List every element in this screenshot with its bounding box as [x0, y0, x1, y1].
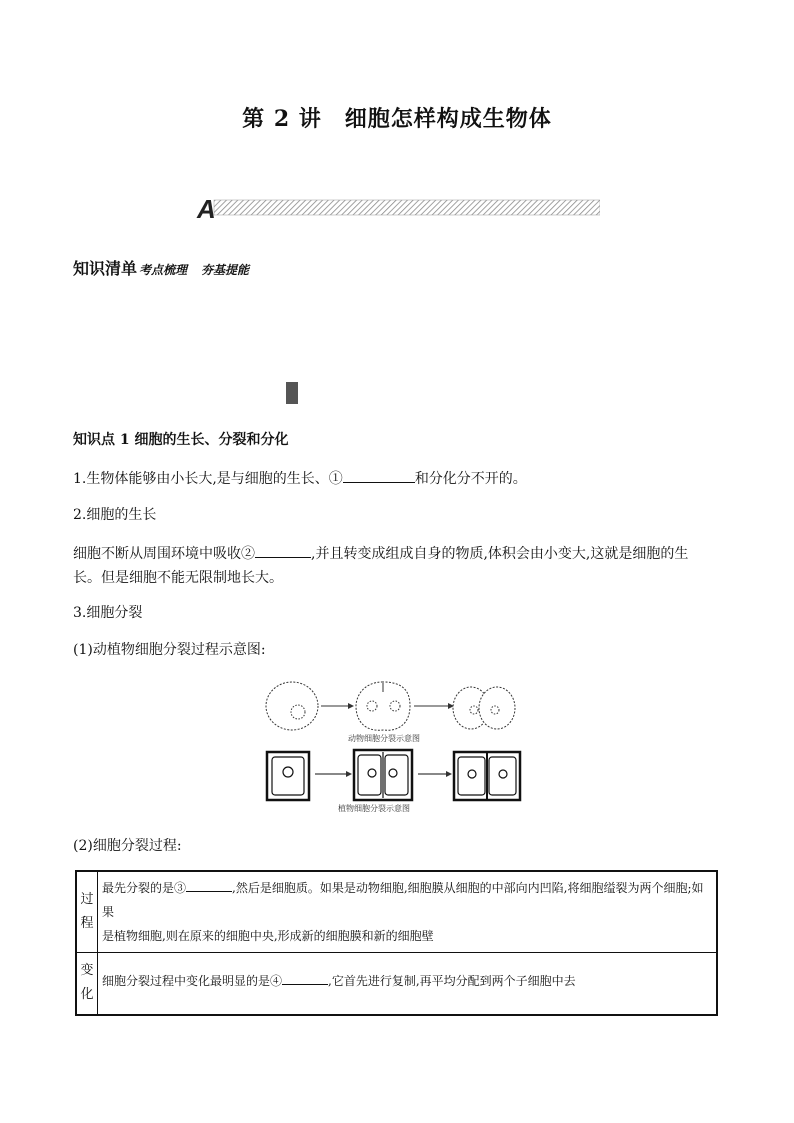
plant-cell-division [267, 750, 520, 800]
paragraph-2-line1 [73, 542, 733, 564]
plant-caption: 植物细胞分裂示意图 [338, 804, 410, 813]
section-heading-main: 知识清单 [73, 259, 138, 278]
paragraph-2-after: ,并且转变成组成自身的物质,体积会由小变大,这就是细胞的生 [311, 546, 689, 562]
paragraph-2-before: 细胞不断从周围环境中吸收② [73, 546, 255, 562]
section-heading [73, 256, 249, 279]
banner-letter: A [197, 196, 216, 220]
row1-before: 最先分裂的是③ [102, 881, 187, 895]
blank-3[interactable] [186, 876, 232, 892]
heading-diagram: (1)动植物细胞分裂过程示意图: [73, 642, 266, 658]
paragraph-1-before: 1.生物体能够由小长大,是与细胞的生长、① [73, 471, 343, 487]
table-row [76, 953, 717, 1015]
paragraph-2-line2: 长。但是细胞不能无限制地长大。 [73, 570, 283, 586]
row2-before: 细胞分裂过程中变化最明显的是④ [102, 974, 283, 988]
blank-1[interactable] [343, 467, 415, 483]
animal-caption: 动物细胞分裂示意图 [348, 734, 420, 743]
row1-line2: 是植物细胞,则在原来的细胞中央,形成新的细胞膜和新的细胞壁 [102, 929, 434, 943]
cell-division-diagram [262, 674, 528, 816]
row-header-change: 变 化 [76, 953, 98, 1015]
animal-cell-1 [266, 682, 318, 730]
paragraph-1 [73, 467, 527, 489]
paragraph-1-after: 和分化分不开的。 [414, 471, 527, 487]
heading-growth: 2.细胞的生长 [73, 507, 157, 523]
division-process-table [75, 870, 718, 1016]
knowledge-point-heading: 知识点 1 细胞的生长、分裂和分化 [73, 432, 289, 448]
animal-cell-division [266, 682, 515, 730]
page-title: 第 2 讲 细胞怎样构成生物体 [242, 106, 552, 132]
row1-after: ,然后是细胞质。如果是动物细胞,细胞膜从细胞的中部向内凹陷,将细胞缢裂为两个细胞;如果 [102, 881, 704, 919]
heading-division: 3.细胞分裂 [73, 605, 143, 621]
blank-4[interactable] [282, 969, 328, 985]
section-heading-sub1: 考点梳理 [139, 263, 188, 277]
section-heading-sub2: 夯基提能 [201, 263, 250, 277]
blank-2[interactable] [255, 542, 311, 558]
heading-process: (2)细胞分裂过程: [73, 838, 182, 854]
row2-after: ,它首先进行复制,再平均分配到两个子细胞中去 [328, 974, 576, 988]
section-a-banner [196, 196, 600, 220]
row-header-process: 过 程 [76, 871, 98, 953]
paragraph-2 [73, 542, 733, 588]
row-content-process [98, 871, 718, 953]
row-content-change [98, 953, 718, 1015]
animal-cell-1-nucleus [291, 705, 305, 719]
section-marker [286, 382, 298, 404]
table-row [76, 871, 717, 953]
